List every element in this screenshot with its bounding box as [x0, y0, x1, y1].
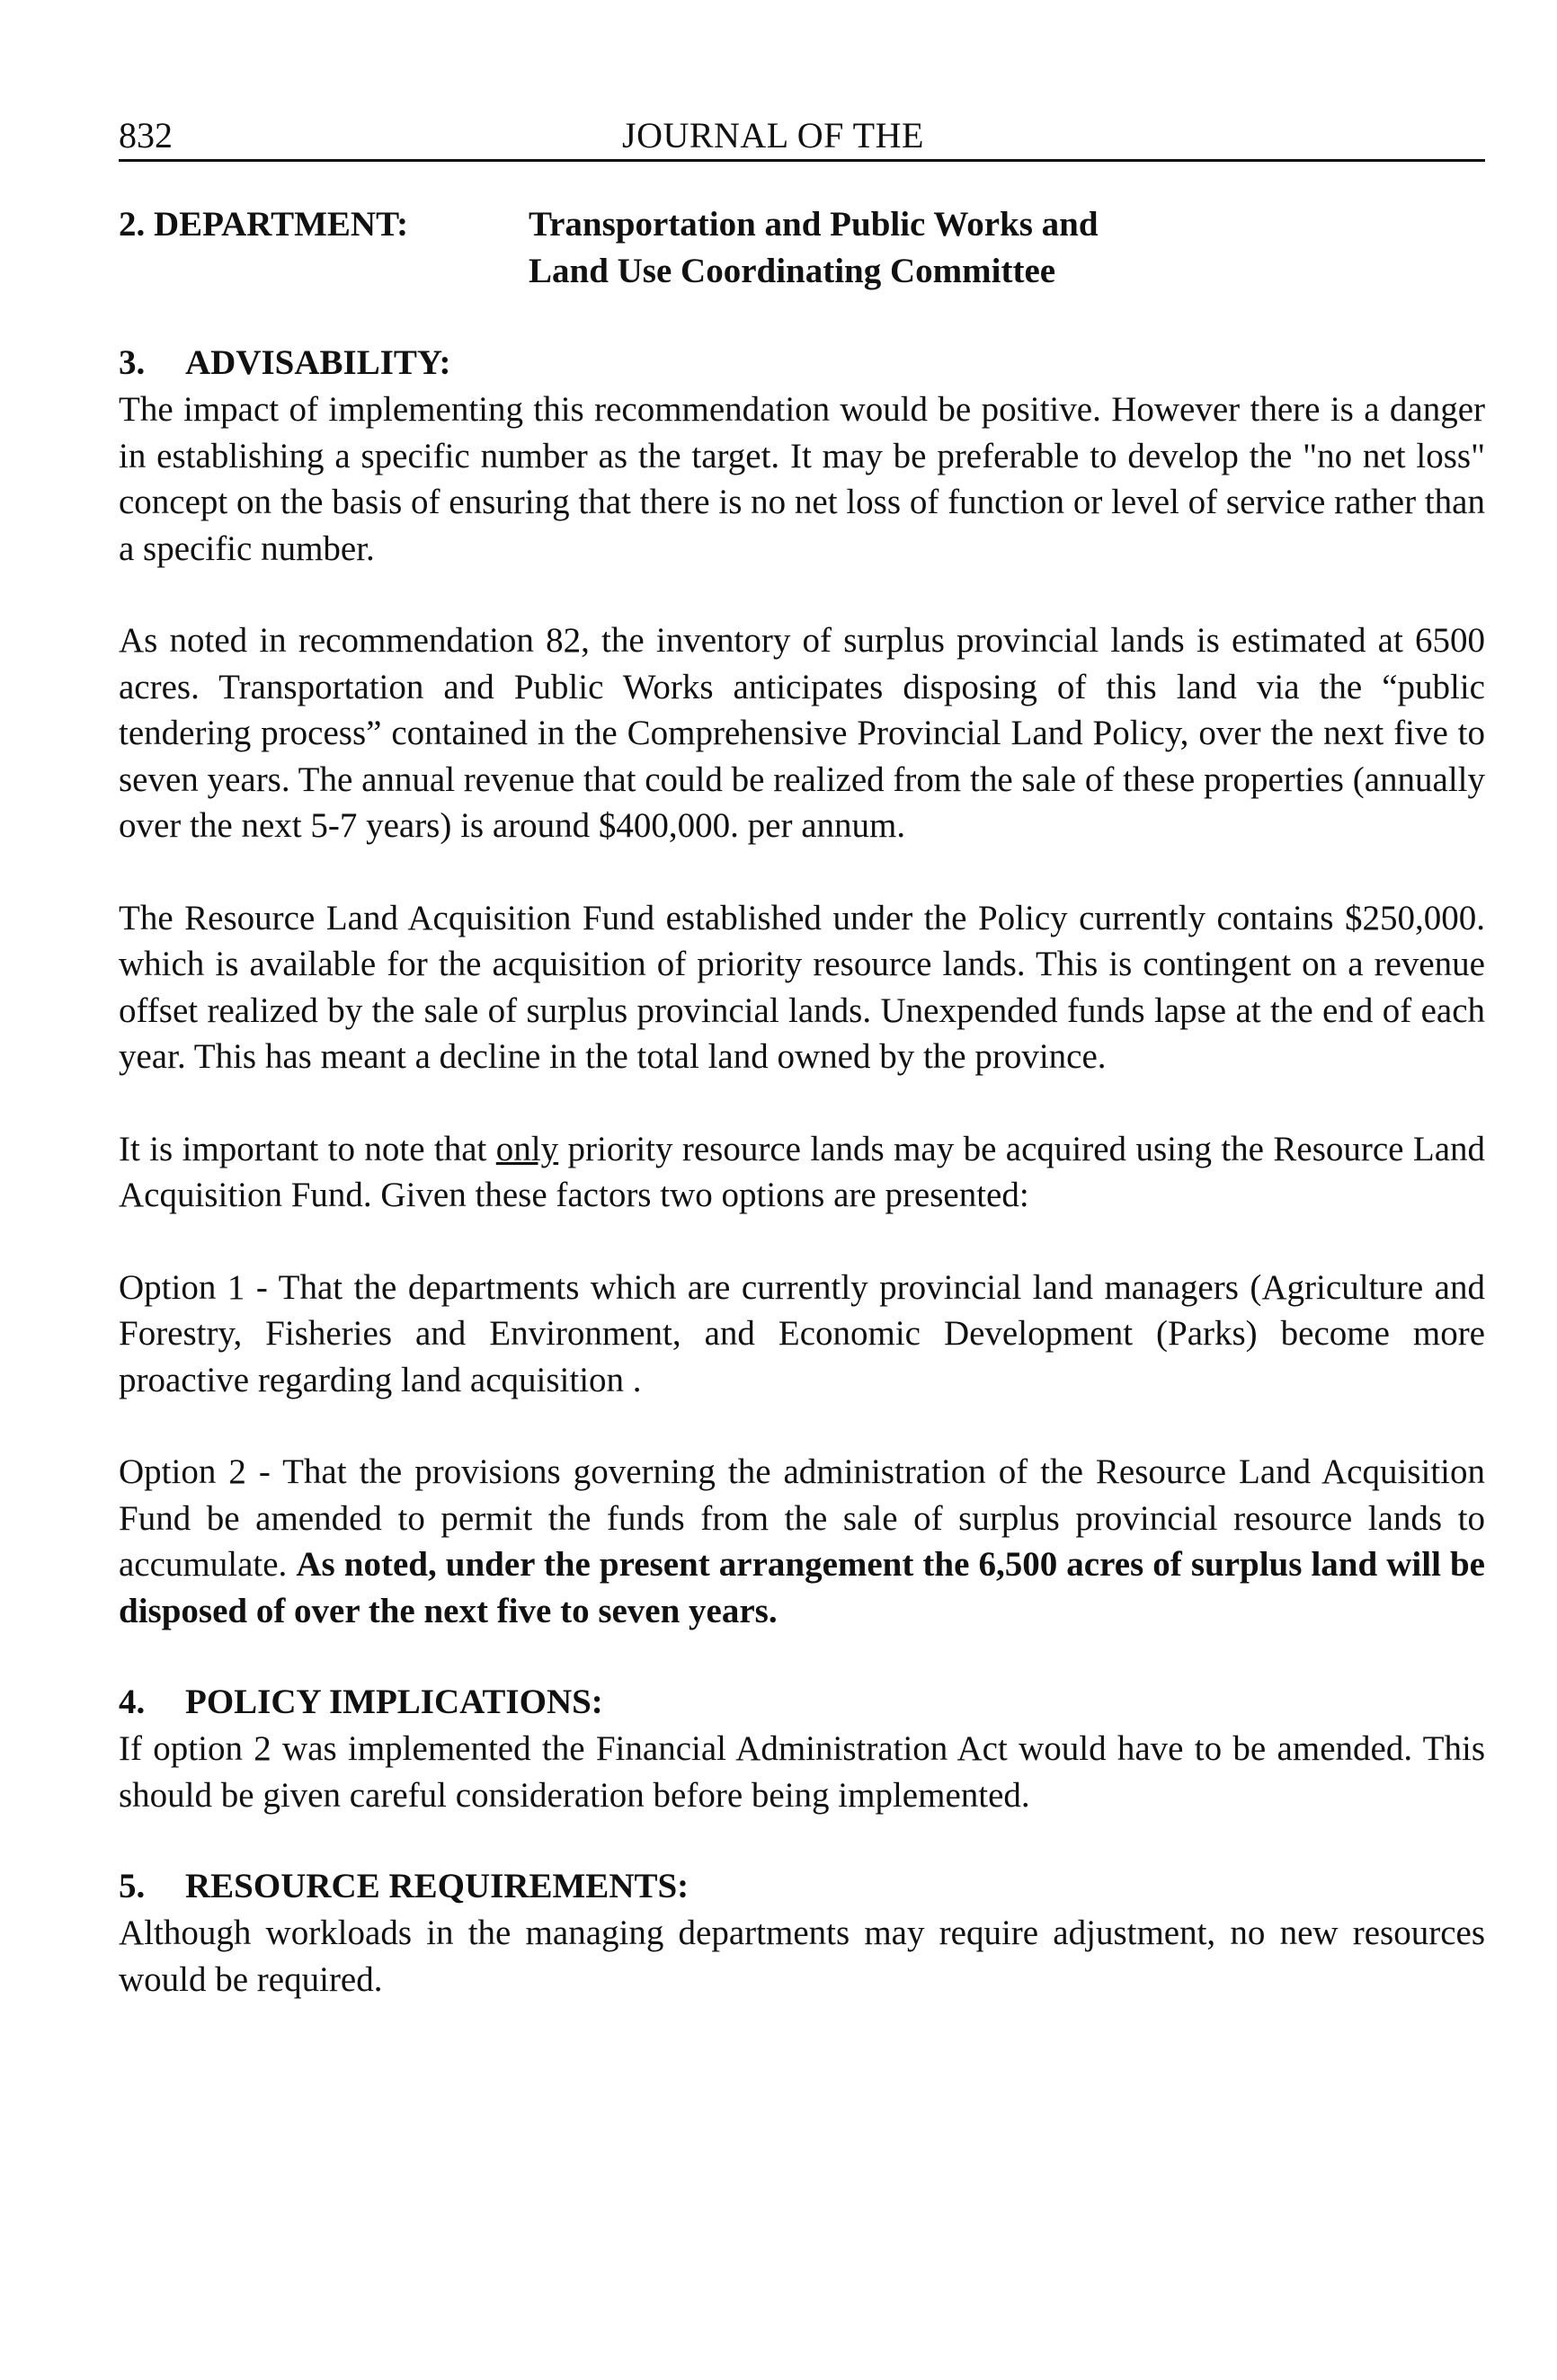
policy-implications-heading — [119, 1679, 1485, 1726]
advisability-paragraph-1: The impact of implementing this recommendation would be positive. However there is a danger in establishing a specific number as the target. It may be preferable to develop the "no net loss" concept on the basis of ensuring that there is no net loss of function or level of service rather than a specific number. — [119, 390, 1485, 568]
department-value-line-2: Land Use Coordinating Committee — [529, 252, 1056, 290]
advisability-body — [119, 386, 1485, 1634]
option-2-bold-text: As noted, under the present arrangement the 6,500 acres of surplus land will be disposed of over the next five to seven years. — [119, 1545, 1485, 1630]
advisability-paragraph-4 — [119, 1126, 1485, 1219]
department-section — [119, 201, 1485, 295]
section-number: 3. — [119, 343, 146, 382]
advisability-paragraph-3: The Resource Land Acquisition Fund established under the Policy currently contains $250,000. which is available for the acquisition of priority resource lands. This is contingent on a revenue offset realized by the sale of surplus provincial lands. Unexpended funds lapse at the end of each year. This has meant a decline in the total land owned by the province. — [119, 898, 1485, 1076]
department-label: 2. DEPARTMENT: — [119, 205, 409, 244]
paragraph-text: priority resource lands may be acquired using the Resource Land Acquisition Fund. Given these factors two options are presented: — [119, 1129, 1486, 1214]
page-number: 832 — [119, 115, 173, 155]
section-number: 5. — [119, 1867, 146, 1905]
emphasis-only: only — [495, 1129, 559, 1168]
department-value — [529, 201, 1099, 295]
document-page — [119, 115, 1485, 2003]
option-2-paragraph — [119, 1449, 1485, 1634]
section-title: ADVISABILITY: — [185, 343, 451, 382]
department-value-line-1: Transportation and Public Works and — [529, 205, 1099, 244]
resource-requirements-heading — [119, 1863, 1485, 1910]
journal-title: JOURNAL OF THE — [622, 115, 924, 155]
resource-requirements-body — [119, 1910, 1485, 2003]
advisability-paragraph-2: As noted in recommendation 82, the inventory of surplus provincial lands is estimated at 6500 acres. Transportation and Public Works anticipates disposing of this land via the “public tendering process” contained in the Comprehensive Provincial Land Policy, over the next five to seven years. The annual revenue that could be realized from the sale of these properties (annually over the next 5-7 years) is around $400,000. per annum. — [119, 621, 1485, 845]
advisability-heading — [119, 340, 1485, 386]
section-title: POLICY IMPLICATIONS: — [185, 1683, 603, 1721]
policy-implications-paragraph: If option 2 was implemented the Financial Administration Act would have to be amended. This should be given careful consideration before being implemented. — [119, 1729, 1485, 1815]
paragraph-text: It is important to note that — [119, 1129, 496, 1168]
option-2-text: Option 2 - That the provisions governing the administration of the Resource Land Acquisition Fund be amended to permit the funds from the sale of surplus provincial resource lands to accumulate. — [119, 1452, 1485, 1584]
section-title: RESOURCE REQUIREMENTS: — [185, 1867, 690, 1905]
policy-implications-body — [119, 1726, 1485, 1818]
option-1-paragraph: Option 1 - That the departments which are currently provincial land managers (Agriculture and Forestry, Fisheries and Environment, and Economic Development (Parks) become more proactive regarding land acquisition . — [119, 1267, 1485, 1399]
page-header — [119, 115, 1485, 162]
resource-requirements-paragraph: Although workloads in the managing departments may require adjustment, no new resources would be required. — [119, 1914, 1485, 1999]
section-number: 4. — [119, 1683, 146, 1721]
